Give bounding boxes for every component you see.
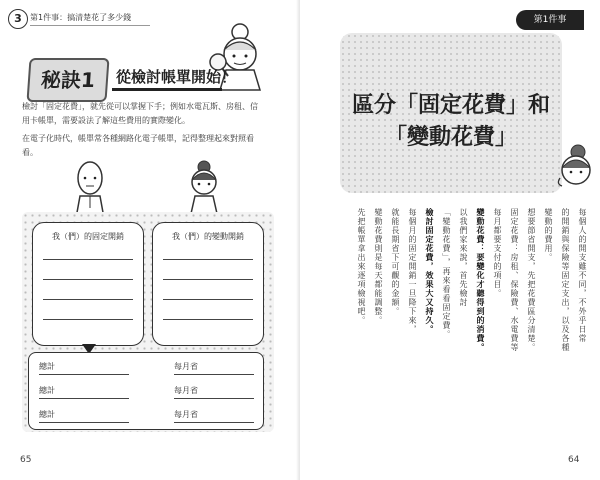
write-line bbox=[39, 422, 129, 423]
summary-monthly-label: 每月省 bbox=[174, 362, 198, 371]
vertical-text-column: 檢討固定花費，效果大又持久。 bbox=[425, 208, 434, 334]
write-line bbox=[174, 398, 254, 399]
tip-badge: 秘訣1 bbox=[26, 58, 109, 102]
summary-total-label: 總計 bbox=[39, 410, 55, 419]
tip-title: 從檢討帳單開始！ bbox=[116, 68, 237, 86]
chapter-tab: 第1件事 bbox=[516, 10, 584, 30]
fixed-expense-box-title: 我（們）的固定開銷 bbox=[52, 232, 124, 241]
paragraph-1: 檢討「固定花費」，就先從可以掌握下手；例如水電瓦斯、房租、信用卡帳單，需要設法了解這些費用的實際變化。 bbox=[22, 102, 258, 125]
page-number-right: 64 bbox=[568, 455, 580, 465]
page-number-left: 65 bbox=[20, 455, 32, 465]
write-line bbox=[174, 422, 254, 423]
summary-box bbox=[28, 352, 264, 430]
write-line bbox=[43, 259, 133, 260]
chapter-number-badge: 3 bbox=[8, 9, 28, 29]
vertical-text-column: 每個月的固定開銷一旦降下來， bbox=[408, 208, 417, 334]
fixed-expense-box bbox=[32, 222, 144, 346]
write-line bbox=[39, 398, 129, 399]
summary-monthly-label: 每月省 bbox=[174, 410, 198, 419]
girl-peeking-illustration bbox=[552, 142, 592, 192]
vertical-text-column: 想要節省開支，先把花費區分清楚。 bbox=[527, 208, 536, 352]
vertical-text-column: 變動花費：要變化才聽得到的消費。 bbox=[476, 208, 485, 352]
write-line bbox=[43, 319, 133, 320]
summary-total-label: 總計 bbox=[39, 386, 55, 395]
tip-title-underline bbox=[112, 88, 222, 91]
write-line bbox=[163, 279, 253, 280]
vertical-text-column: 以我們家來說，首先檢討 bbox=[459, 208, 468, 307]
variable-expense-box-title: 我（們）的變動開銷 bbox=[172, 232, 244, 241]
man-illustration bbox=[70, 160, 110, 218]
vertical-text-column: 變動的費用。 bbox=[544, 208, 553, 262]
paragraph-2: 在電子化時代，帳單常各種網路化電子帳單，記得整理起來對照看看。 bbox=[22, 134, 254, 157]
running-head-rule bbox=[30, 25, 150, 26]
title-line-1: 區分「固定花費」和 bbox=[351, 93, 550, 118]
vertical-text-column: 的開銷與保險等固定支出，以及各種 bbox=[561, 208, 570, 352]
variable-expense-box bbox=[152, 222, 264, 346]
vertical-text-column: 就能長期省下可觀的金額。 bbox=[391, 208, 400, 316]
summary-row bbox=[29, 355, 263, 377]
vertical-text-column: 變動花費則是每天都能調整。 bbox=[374, 208, 383, 325]
woman-illustration bbox=[184, 160, 224, 218]
write-line bbox=[163, 319, 253, 320]
vertical-text-column: 「變動花費」，再來看看固定費。 bbox=[442, 208, 451, 339]
write-line bbox=[43, 279, 133, 280]
write-line bbox=[43, 299, 133, 300]
vertical-text-column: 先把帳單拿出來逐項檢視吧。 bbox=[357, 208, 366, 325]
right-page bbox=[300, 0, 600, 480]
running-head: 第1件事：搞清楚花了多少錢 bbox=[30, 13, 132, 22]
vertical-text-column: 每月都要支付的項目。 bbox=[493, 208, 502, 298]
vertical-text-column: 每個人的開支雖不同，不外乎日常 bbox=[578, 208, 587, 343]
write-line bbox=[174, 374, 254, 375]
write-line bbox=[163, 299, 253, 300]
summary-row bbox=[29, 403, 263, 425]
write-line bbox=[39, 374, 129, 375]
summary-row bbox=[29, 379, 263, 401]
title-line-2: 「變動花費」 bbox=[384, 125, 517, 150]
write-line bbox=[163, 259, 253, 260]
summary-total-label: 總計 bbox=[39, 362, 55, 371]
vertical-text-column: 固定花費：房租、保險費、水電費等 bbox=[510, 208, 519, 352]
summary-monthly-label: 每月省 bbox=[174, 386, 198, 395]
